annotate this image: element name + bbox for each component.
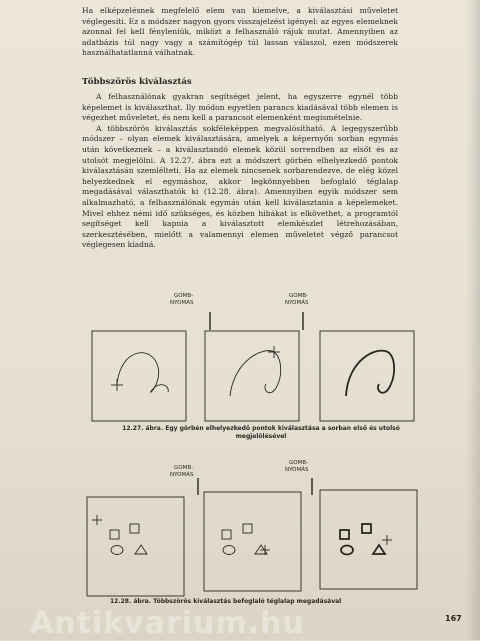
intro-paragraph-text: Ha elképzelésnek megfelelő elem van kiemelve, a kiválasztási műveletet véglegesíti. Ez a módszer nagyon gyors visszajelzést igényel: az egyes elemeknek azonnal fel kell fényleniük, miközt a felhasználó rájuk mutat. Amennyiben az adatbázis túl nagy vagy a számítógép túl lassan válaszol, ezen módszerek használhatatlanná válhatnak. bbox=[82, 6, 398, 58]
watermark: Antikvarium.hu bbox=[30, 606, 305, 641]
figure-27-panel-2 bbox=[205, 312, 299, 421]
figure-28-caption: 12.28. ábra. Többszörös kiválasztás befoglaló téglalap megadásával bbox=[110, 598, 342, 605]
cursor-cross-icon bbox=[111, 379, 123, 391]
curve-path bbox=[230, 351, 281, 396]
screen-frame bbox=[320, 331, 414, 421]
button-press-label-line2: NYOMÁS bbox=[170, 472, 194, 478]
triangle-shape bbox=[135, 545, 147, 554]
figure-27 bbox=[92, 312, 414, 421]
figure-27-panel-3 bbox=[303, 312, 414, 421]
button-press-label-line1: GOMB- bbox=[174, 293, 194, 299]
screen-frame bbox=[204, 492, 301, 591]
cursor-cross-icon bbox=[268, 346, 280, 358]
figure-28 bbox=[87, 478, 417, 596]
figure-28-panel-1 bbox=[87, 497, 184, 596]
circle-shape-selected bbox=[341, 546, 353, 555]
screen-frame bbox=[320, 490, 417, 589]
screen-frame bbox=[87, 497, 184, 596]
curve-path bbox=[117, 353, 168, 393]
circle-shape bbox=[223, 546, 235, 555]
button-press-label-line2: NYOMÁS bbox=[285, 300, 309, 306]
figure-27-caption: 12.27. ábra. Egy görbén elhelyezkedő pontok kiválasztása a sorban első és utolsó megjelölésével bbox=[122, 425, 400, 440]
figure-27-panel-1 bbox=[92, 331, 186, 421]
button-press-label-line1: GOMB- bbox=[289, 293, 309, 299]
button-press-label-line1: GOMB- bbox=[174, 465, 194, 471]
square-shape bbox=[222, 530, 231, 539]
square-shape bbox=[243, 524, 252, 533]
square-shape-selected bbox=[340, 530, 349, 539]
screen-frame bbox=[205, 331, 299, 421]
body-paragraph-2: A többszörös kiválasztás sokféleképpen megvalósítható. A legegyszerűbb módszer – olyan elemek kiválasztására, amelyek a képernyőn sorban egymás után következnek – a kiválasztandó elemek közül sorrendben az elsőt és az utolsót megjelölni. A 12.27. ábra ezt a módszert görbén elhelyezkedő pontok kiválasztásán szemlélteti. Ha az elemek nincsenek sorbarendezve, de elég közel helyezkednek el egymáshoz, akkor legkönnyebben befoglaló téglalap megadásával választhatók ki (12.28. ábra). Amennyiben egyik módszer sem alkalmazható, a felhasználónak egymás után kell kiválasztania a képelemeket. Mivel ehhez némi idő szükséges, és közben hibákat is elkövethet, a programtól segítséget kell kapnia a kiválasztott elemkészlet létrehozásában, szerkesztésében, mielőtt a valamennyi elemen műveletet végző parancsot véglegesen kiadná. bbox=[82, 123, 398, 250]
figure-28-panel-3 bbox=[312, 478, 417, 589]
cursor-cross-icon bbox=[92, 515, 102, 525]
page-number: 167 bbox=[445, 614, 462, 623]
button-press-label-line2: NYOMÁS bbox=[170, 300, 194, 306]
cursor-cross-icon bbox=[382, 535, 392, 545]
circle-shape bbox=[111, 546, 123, 555]
screen-frame bbox=[92, 331, 186, 421]
button-press-label-line2: NYOMÁS bbox=[285, 467, 309, 473]
triangle-shape-selected bbox=[373, 545, 385, 554]
square-shape-selected bbox=[362, 524, 371, 533]
square-shape bbox=[130, 524, 139, 533]
curve-path-selected bbox=[346, 351, 394, 396]
section-heading: Többszörös kiválasztás bbox=[82, 77, 192, 87]
button-press-label-line1: GOMB- bbox=[289, 460, 309, 466]
figure-28-panel-2 bbox=[198, 478, 301, 591]
square-shape bbox=[110, 530, 119, 539]
body-paragraph-1: A felhasználónak gyakran segítséget jelent, ha egyszerre egynél több képelemet is kiválaszthat. Ily módon egyetlen parancs kiadásával több elemen is végezhet műveletet, és nem kell a parancsot elemenként megismételnie. bbox=[82, 92, 398, 123]
